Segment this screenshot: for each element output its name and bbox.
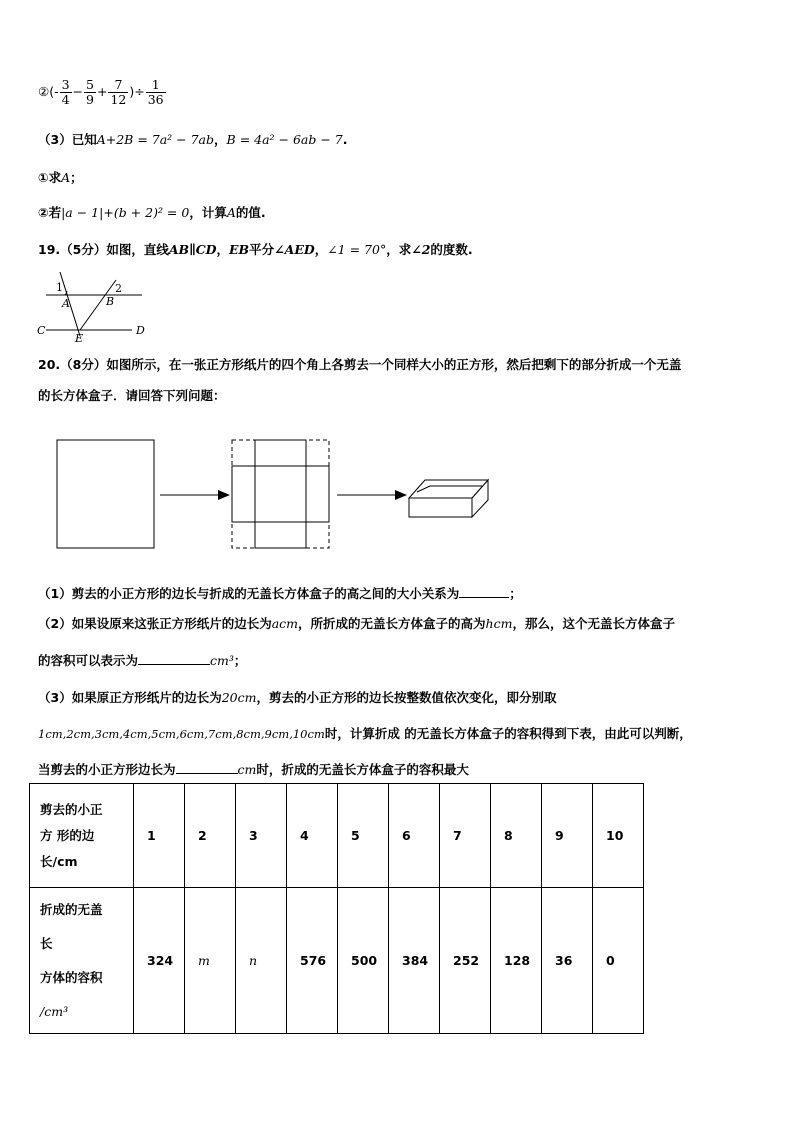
- q19-stem: 19.（5分）如图，直线AB∥CD，EB平分∠AED，∠1 = 70°，求∠2的度数.: [38, 242, 473, 257]
- label-2: 2: [115, 282, 122, 295]
- table-cell: 2: [185, 784, 236, 888]
- label-1: 1: [56, 281, 63, 294]
- cut-paper-body: [255, 440, 306, 548]
- q18-part2-prefix: ②(-: [38, 84, 59, 99]
- row-header-volume: 折成的无盖 长 方体的容积 /cm³: [30, 888, 134, 1034]
- label-b: B: [106, 295, 115, 308]
- table-cell: 252: [440, 888, 491, 1034]
- fraction: $\frac{5}{9}$: [86, 77, 94, 107]
- table-cell: 7: [440, 784, 491, 888]
- fraction: $\frac{7}{12}$: [110, 77, 127, 107]
- table-cell: 8: [491, 784, 542, 888]
- table-cell: 384: [389, 888, 440, 1034]
- arrow-1-head: [218, 490, 230, 500]
- table-cell: 3: [236, 784, 287, 888]
- table-cell: 9: [542, 784, 593, 888]
- table-cell: 4: [287, 784, 338, 888]
- row-header-side: 剪去的小正 方 形的边 长/cm: [30, 784, 134, 888]
- table-cell: 6: [389, 784, 440, 888]
- arrow-2-head: [395, 490, 407, 500]
- q20-stem-line1: 20.（8分）如图所示，在一张正方形纸片的四个角上各剪去一个同样大小的正方形，然后把剩下的部分折成一个无盖: [38, 357, 682, 372]
- q20-p2: （2）如果设原来这张正方形纸片的边长为acm，所折成的无盖长方体盒子的高为hcm，那么，这个无盖长方体盒子: [38, 616, 675, 631]
- label-d: D: [136, 324, 145, 337]
- q20-p2-line2: 的容积可以表示为 cm³；: [38, 653, 247, 668]
- answer-blank[interactable]: [459, 586, 509, 598]
- table-cell: 324: [134, 888, 185, 1034]
- fraction: $\frac{3}{4}$: [61, 77, 70, 107]
- answer-blank[interactable]: [138, 653, 210, 665]
- table-cell: 10: [593, 784, 644, 888]
- table-cell: 1: [134, 784, 185, 888]
- table-cell: 500: [338, 888, 389, 1034]
- q20-stem-line2: 的长方体盒子．请回答下列问题：: [38, 388, 226, 403]
- label-e: E: [75, 332, 84, 342]
- q18-part2: ②(- $\frac{3}{4}$ − $\frac{5}{9}$ + $\frac{7}{12}$ )÷ $\frac{1}{36}$: [38, 77, 164, 107]
- q18-sub1: ①求A；: [38, 170, 83, 185]
- answer-blank[interactable]: [176, 762, 238, 774]
- table-row: [30, 888, 644, 1034]
- q20-p3-line3: 当剪去的小正方形边长为 cm时，折成的无盖长方体盒子的容积最大: [38, 762, 469, 777]
- fraction: $\frac{1}{36}$: [147, 77, 164, 107]
- square-paper: [57, 440, 154, 548]
- table-cell: 0: [593, 888, 644, 1034]
- q18-sub2: ②若|a − 1|+(b + 2)² = 0，计算A的值.: [38, 205, 266, 220]
- table-row: [30, 784, 644, 888]
- q20-p1: （1）剪去的小正方形的边长与折成的无盖长方体盒子的高之间的大小关系为 ；: [38, 586, 522, 601]
- table-cell: 128: [491, 888, 542, 1034]
- q20-p3: （3）如果原正方形纸片的边长为20cm，剪去的小正方形的边长按整数值依次变化，即分别取: [38, 690, 557, 705]
- table-cell: m: [185, 888, 236, 1034]
- q20-p3-line2: 1cm,2cm,3cm,4cm,5cm,6cm,7cm,8cm,9cm,10cm时，计算折成 的无盖长方体盒子的容积得到下表，由此可以判断，: [38, 726, 692, 741]
- label-a: A: [62, 297, 70, 310]
- volume-table: [29, 783, 644, 1034]
- table-cell: 36: [542, 888, 593, 1034]
- q20-figure: [52, 430, 522, 570]
- q18-part3: （3）已知A+2B = 7a² − 7ab，B = 4a² − 6ab − 7.: [38, 132, 348, 147]
- table-cell: n: [236, 888, 287, 1034]
- q19-figure: [34, 272, 154, 342]
- label-c: C: [37, 324, 46, 337]
- table-cell: 576: [287, 888, 338, 1034]
- table-cell: 5: [338, 784, 389, 888]
- box-front: [409, 498, 472, 517]
